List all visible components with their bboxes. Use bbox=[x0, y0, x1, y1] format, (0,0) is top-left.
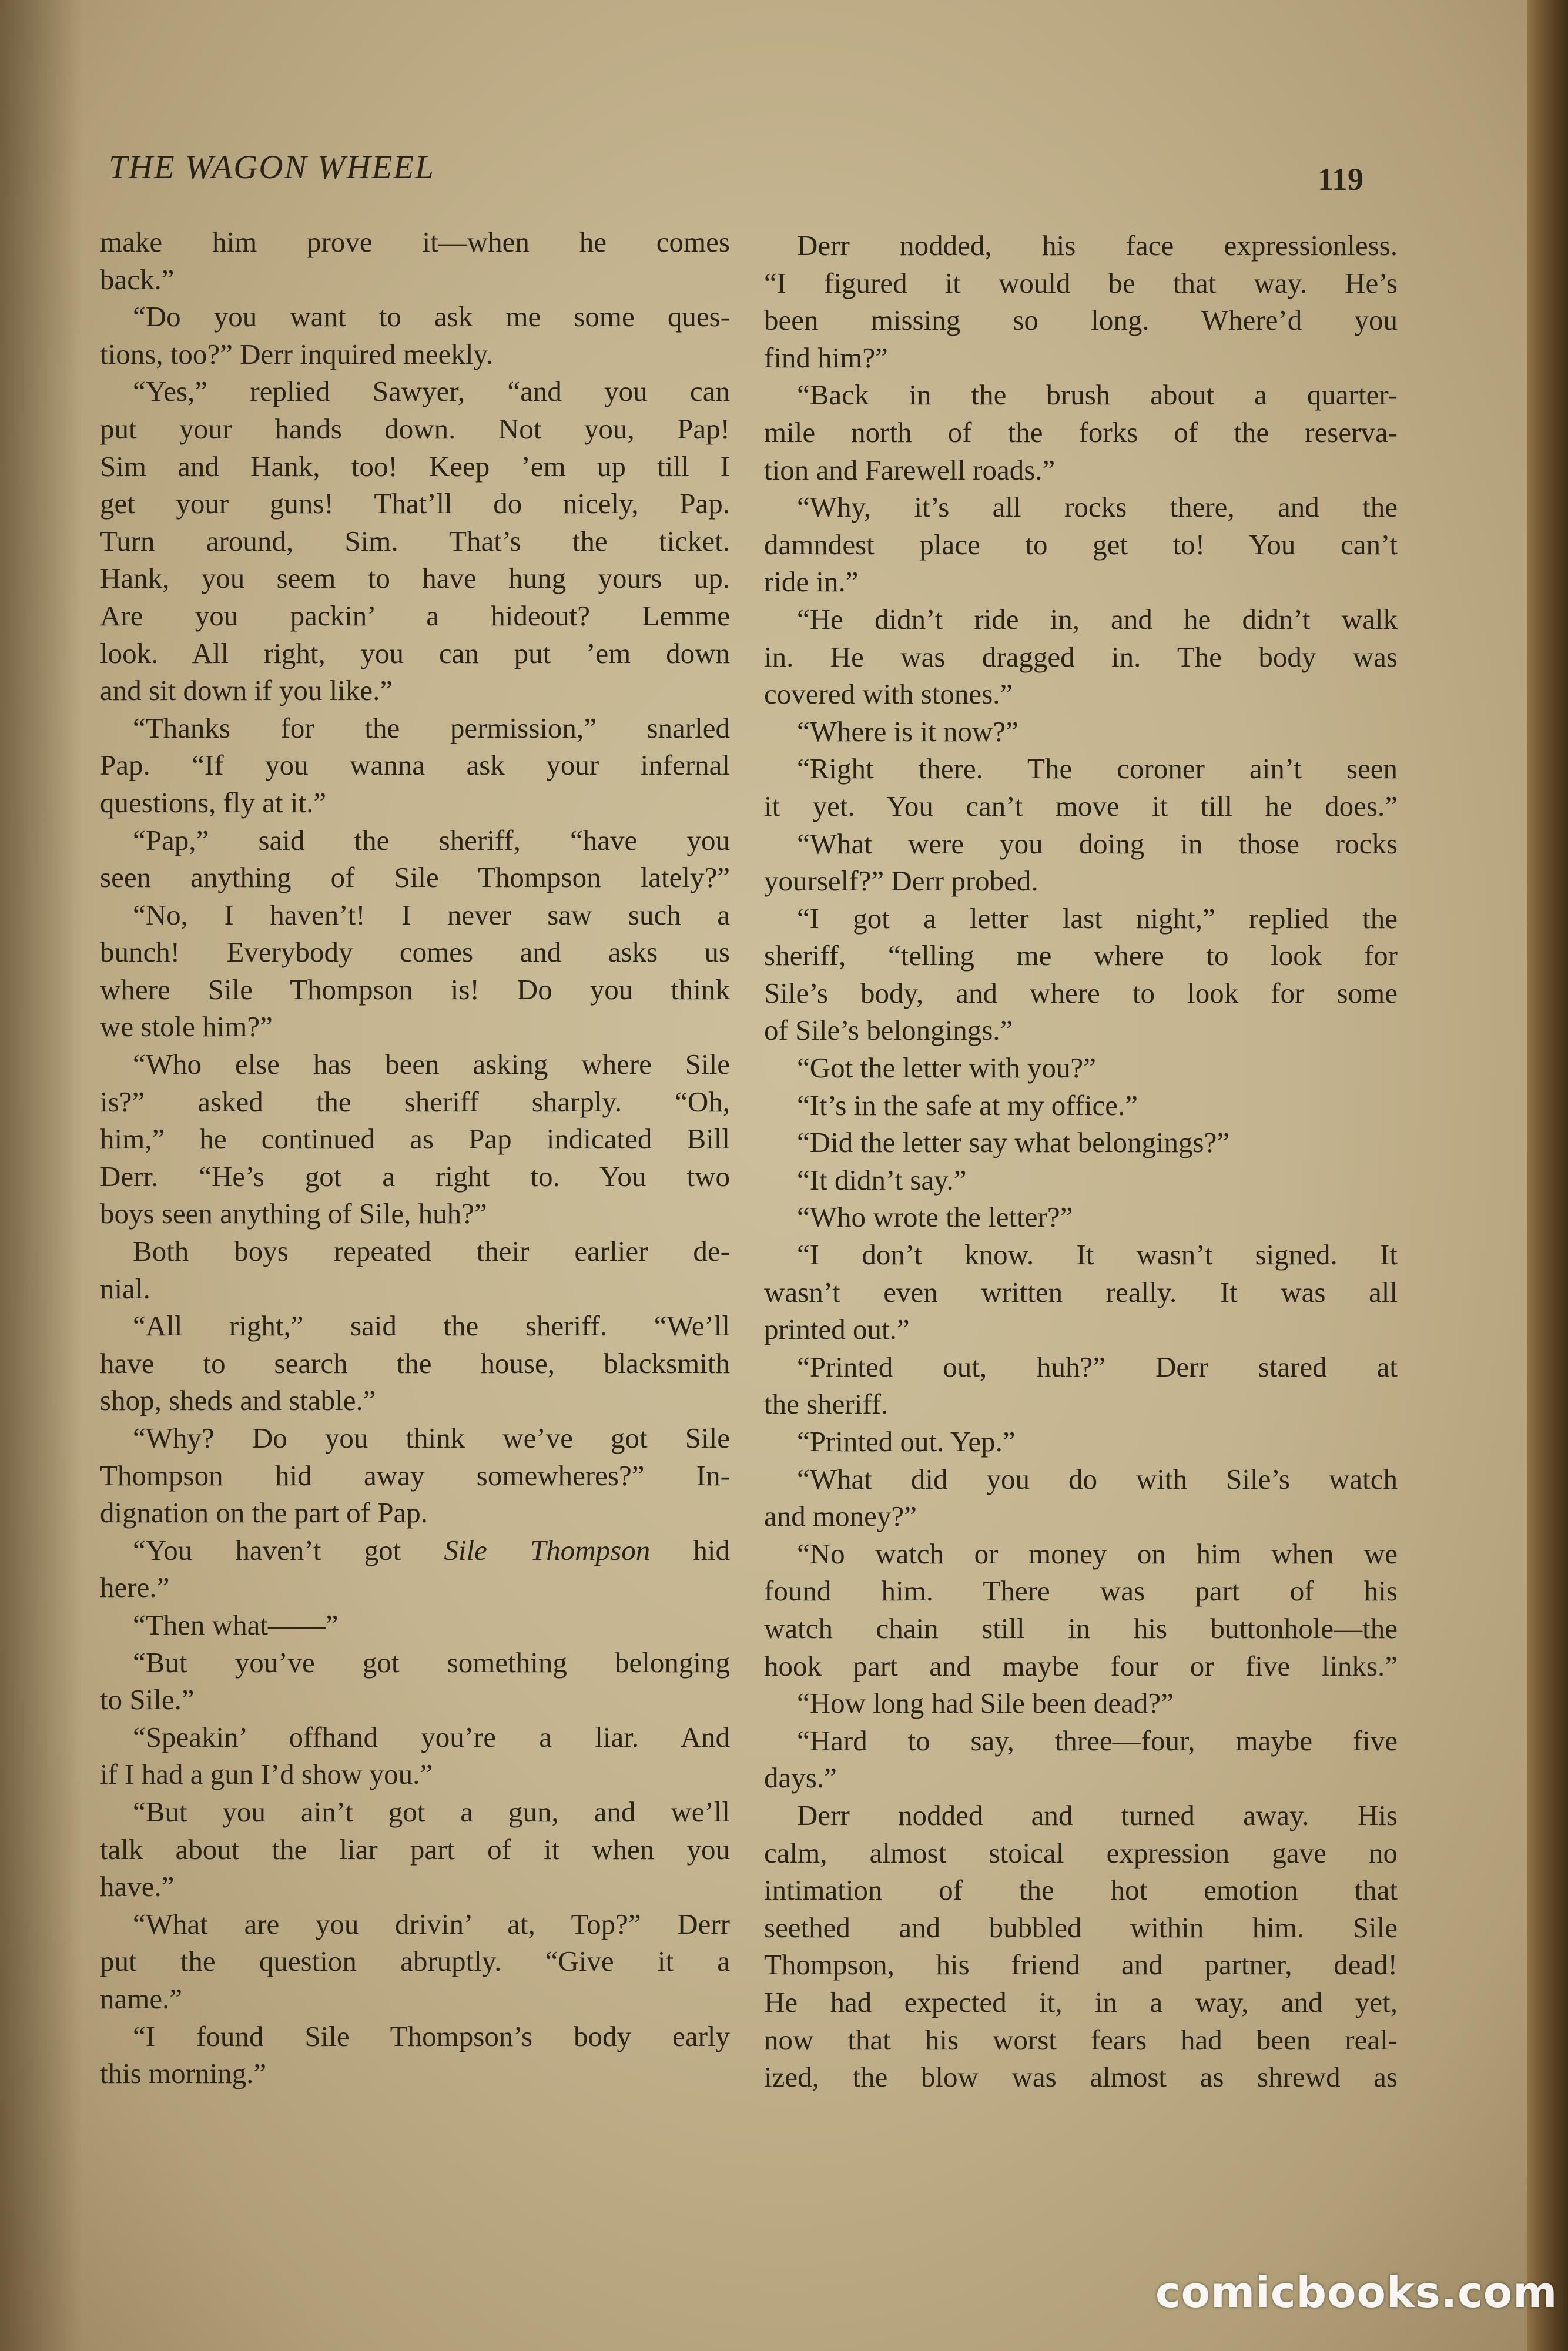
text-line: yourself?” Derr probed. bbox=[764, 865, 1038, 897]
text-line: “Where is it now?” bbox=[797, 715, 1018, 748]
italic-text: Sile Thompson bbox=[444, 1533, 651, 1566]
text-line: “Did the letter say what belongings?” bbox=[797, 1126, 1230, 1159]
text-line: sheriff, “telling me where to look for bbox=[764, 939, 1398, 972]
page-edge bbox=[1527, 0, 1568, 2351]
text-line: make him prove it—when he comes bbox=[100, 226, 730, 258]
text-line: ized, the blow was almost as shrewd as bbox=[764, 2061, 1398, 2094]
text-line: Sile’s body, and where to look for some bbox=[764, 976, 1398, 1009]
text-line: “Hard to say, three—four, maybe five bbox=[797, 1724, 1398, 1757]
text-line: “Why? Do you think we’ve got Sile bbox=[133, 1422, 730, 1454]
text-line: here.” bbox=[100, 1571, 170, 1604]
text-line: tions, too?” Derr inquired meekly. bbox=[100, 337, 494, 370]
text-line: we stole him?” bbox=[100, 1010, 273, 1043]
text-line: and money?” bbox=[764, 1500, 917, 1533]
text-line: “Back in the brush about a quarter- bbox=[797, 379, 1398, 411]
text-line: tion and Farewell roads.” bbox=[764, 453, 1056, 486]
text-line: Thompson, his friend and partner, dead! bbox=[764, 1948, 1398, 1981]
text-line: seen anything of Sile Thompson lately?” bbox=[100, 861, 730, 894]
text-line: Hank, you seem to have hung yours up. bbox=[100, 562, 730, 595]
page-number: 119 bbox=[1318, 162, 1364, 197]
text-line: “I figured it would be that way. He’s bbox=[764, 266, 1398, 299]
text-line: “I don’t know. It wasn’t signed. It bbox=[797, 1238, 1398, 1271]
text-line: boys seen anything of Sile, huh?” bbox=[100, 1197, 487, 1230]
text-line: mile north of the forks of the reserva- bbox=[764, 416, 1398, 448]
text-line: bunch! Everybody comes and asks us bbox=[100, 936, 730, 969]
text-line: him,” he continued as Pap indicated Bill bbox=[100, 1123, 730, 1156]
text-line: watch chain still in his buttonhole—the bbox=[764, 1612, 1398, 1645]
text-line: this morning.” bbox=[100, 2057, 267, 2090]
text-line: “What did you do with Sile’s watch bbox=[797, 1462, 1398, 1495]
text-line: “Do you want to ask me some ques- bbox=[133, 300, 730, 333]
text-line: look. All right, you can put ’em down bbox=[100, 637, 730, 669]
text-line: to Sile.” bbox=[100, 1683, 195, 1716]
text-line: “Who wrote the letter?” bbox=[797, 1201, 1073, 1234]
text-line: “I got a letter last night,” replied the bbox=[797, 902, 1398, 935]
text-line: the sheriff. bbox=[764, 1388, 889, 1421]
text-line: have.” bbox=[100, 1870, 175, 1903]
text-line: name.” bbox=[100, 1982, 183, 2015]
text-line: if I had a gun I’d show you.” bbox=[100, 1758, 433, 1791]
watermark-text: comicbooks.com bbox=[1155, 2268, 1558, 2317]
text-line: questions, fly at it.” bbox=[100, 786, 327, 819]
text-line: intimation of the hot emotion that bbox=[764, 1874, 1398, 1907]
text-line: “I found Sile Thompson’s body early bbox=[133, 2020, 730, 2052]
text-line: “It didn’t say.” bbox=[797, 1163, 967, 1196]
text-line: days.” bbox=[764, 1761, 837, 1794]
text-line: “All right,” said the sheriff. “We’ll bbox=[133, 1310, 730, 1342]
text-line: nial. bbox=[100, 1272, 150, 1305]
text-line: “How long had Sile been dead?” bbox=[797, 1687, 1174, 1720]
text-line: in. He was dragged in. The body was bbox=[764, 640, 1398, 673]
text-line: “Got the letter with you?” bbox=[797, 1051, 1096, 1084]
text-line: it yet. You can’t move it till he does.” bbox=[764, 789, 1398, 822]
text-line: have to search the house, blacksmith bbox=[100, 1347, 730, 1379]
text-line: ride in.” bbox=[764, 565, 859, 598]
text-line: “What were you doing in those rocks bbox=[797, 827, 1398, 860]
text-line: Turn around, Sim. That’s the ticket. bbox=[100, 524, 730, 557]
text-line: “But you ain’t got a gun, and we’ll bbox=[133, 1795, 730, 1828]
text-line: He had expected it, in a way, and yet, bbox=[764, 1985, 1398, 2018]
text-line: “But you’ve got something belonging bbox=[133, 1646, 730, 1679]
text-line: “Printed out, huh?” Derr stared at bbox=[797, 1350, 1398, 1383]
text-line: found him. There was part of his bbox=[764, 1575, 1398, 1607]
text-line: where Sile Thompson is! Do you think bbox=[100, 973, 730, 1006]
text-line: “He didn’t ride in, and he didn’t walk bbox=[797, 602, 1398, 635]
text-line: “No, I haven’t! I never saw such a bbox=[133, 898, 730, 931]
text-line: shop, sheds and stable.” bbox=[100, 1384, 376, 1417]
text-line: talk about the liar part of it when you bbox=[100, 1833, 730, 1866]
text-line: printed out.” bbox=[764, 1313, 910, 1346]
spine-shadow bbox=[0, 0, 82, 2351]
text-line: wasn’t even written really. It was all bbox=[764, 1275, 1398, 1308]
text-line: Both boys repeated their earlier de- bbox=[133, 1235, 730, 1268]
text-line: and sit down if you like.” bbox=[100, 674, 393, 707]
left-text-column bbox=[100, 223, 730, 2092]
text-line: put your hands down. Not you, Pap! bbox=[100, 412, 730, 445]
text-line: damndest place to get to! You can’t bbox=[764, 528, 1398, 561]
text-line: been missing so long. Where’d you bbox=[764, 304, 1398, 337]
text-line: put the question abruptly. “Give it a bbox=[100, 1945, 730, 1978]
text-line: Are you packin’ a hideout? Lemme bbox=[100, 599, 730, 632]
text-line: Pap. “If you wanna ask your infernal bbox=[100, 749, 730, 782]
text-line: Derr nodded, his face expressionless. bbox=[797, 229, 1398, 262]
text-line: seethed and bubbled within him. Sile bbox=[764, 1911, 1398, 1944]
text-line: “What are you drivin’ at, Top?” Derr bbox=[133, 1907, 730, 1940]
text-line: “Yes,” replied Sawyer, “and you can bbox=[133, 375, 730, 408]
text-line: Sim and Hank, too! Keep ’em up till I bbox=[100, 450, 730, 483]
text-line: dignation on the part of Pap. bbox=[100, 1496, 428, 1529]
text-line: “Pap,” said the sheriff, “have you bbox=[133, 823, 730, 856]
text-line: is?” asked the sheriff sharply. “Oh, bbox=[100, 1085, 730, 1118]
text-line: “No watch or money on him when we bbox=[797, 1537, 1398, 1570]
text-line: now that his worst fears had been real- bbox=[764, 2023, 1398, 2056]
text-line: “Then what——” bbox=[133, 1608, 339, 1641]
text-line: “Why, it’s all rocks there, and the bbox=[797, 491, 1398, 524]
running-title: THE WAGON WHEEL bbox=[109, 149, 435, 186]
text-line: back.” bbox=[100, 263, 175, 296]
text-line: “Speakin’ offhand you’re a liar. And bbox=[133, 1720, 730, 1753]
text-line: Derr nodded and turned away. His bbox=[797, 1799, 1398, 1831]
text-line: “Printed out. Yep.” bbox=[797, 1425, 1016, 1458]
text-line: “It’s in the safe at my office.” bbox=[797, 1089, 1138, 1121]
right-text-column bbox=[764, 227, 1398, 2096]
text-line: “Who else has been asking where Sile bbox=[133, 1048, 730, 1081]
text-line: get your guns! That’ll do nicely, Pap. bbox=[100, 487, 730, 520]
text-line: “You haven’t got Sile Thompson hid bbox=[133, 1533, 730, 1566]
text-line: “Thanks for the permission,” snarled bbox=[133, 711, 730, 744]
text-line: Derr. “He’s got a right to. You two bbox=[100, 1160, 730, 1193]
text-line: “Right there. The coroner ain’t seen bbox=[797, 752, 1398, 785]
text-line: find him?” bbox=[764, 341, 888, 374]
text-line: Thompson hid away somewheres?” In- bbox=[100, 1459, 730, 1492]
text-line: covered with stones.” bbox=[764, 678, 1013, 711]
text-line: calm, almost stoical expression gave no bbox=[764, 1836, 1398, 1869]
text-line: hook part and maybe four or five links.” bbox=[764, 1649, 1398, 1682]
text-line: of Sile’s belongings.” bbox=[764, 1014, 1013, 1047]
